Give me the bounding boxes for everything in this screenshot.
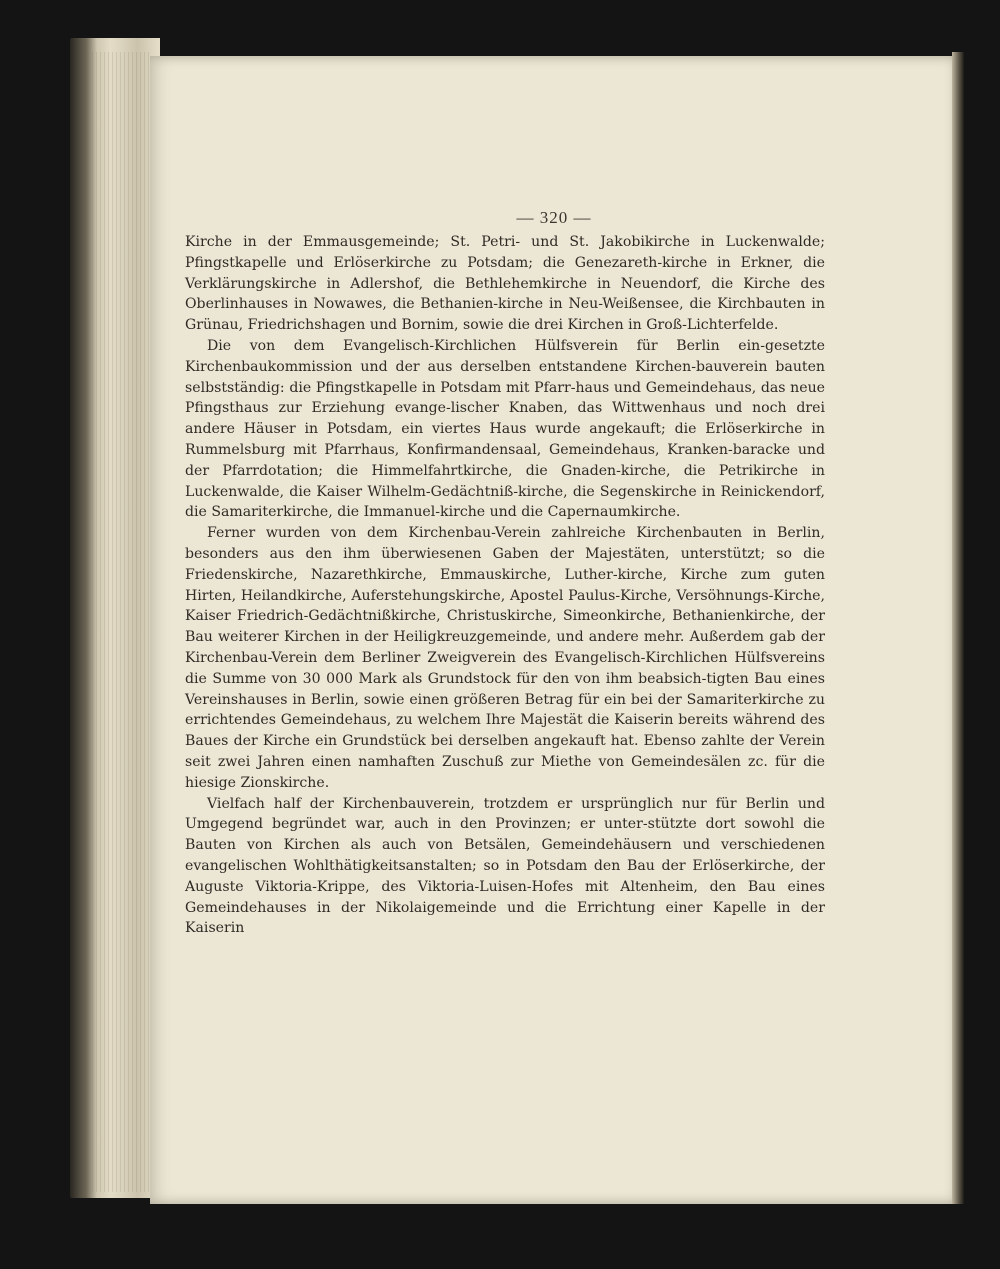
- page-number: — 320 —: [516, 208, 592, 227]
- paragraph: Vielfach half der Kirchenbauverein, trotzdem er ursprünglich nur für Berlin und Umgegend begründet war, auch in den Provinzen; er unter-stützte dort sowohl die Bauten von Kirchen als auch von Betsälen, Gemeindehäusern und verschiedenen evangelischen Wohlthätigkeitsanstalten; so in Potsdam den Bau der Erlöserkirche, der Auguste Viktoria-Krippe, des Viktoria-Luisen-Hofes mit Altenheim, den Bau eines Gemeindehauses in der Nikolaigemeinde und die Errichtung einer Kapelle in der Kaiserin: [185, 795, 825, 937]
- body-text: [185, 232, 825, 939]
- page-gutter-shadow: [952, 52, 964, 1204]
- paragraph: Die von dem Evangelisch-Kirchlichen Hülfsverein für Berlin ein-gesetzte Kirchenbaukommission und der aus derselben entstandene Kirchen-bauverein bauten selbstständig: die Pfingstkapelle in Potsdam mit Pfarr-haus und Gemeindehaus, das neue Pfingsthaus zur Erziehung evange-lischer Knaben, das Wittwenhaus und noch drei andere Häuser in Potsdam, ein viertes Haus wurde angekauft; die Erlöserkirche in Rummelsburg mit Pfarrhaus, Konfirmandensaal, Gemeindehaus, Kranken-baracke und der Pfarrdotation; die Himmelfahrtkirche, die Gnaden-kirche, die Petrikirche in Luckenwalde, die Kaiser Wilhelm-Gedächtniß-kirche, die Segenskirche in Reinickendorf, die Samariterkirche, die Immanuel-kirche und die Capernaumkirche.: [185, 337, 825, 521]
- paragraph: Ferner wurden von dem Kirchenbau-Verein zahlreiche Kirchenbauten in Berlin, besonders aus den ihm überwiesenen Gaben der Majestäten, unterstützt; so die Friedenskirche, Nazarethkirche, Emmauskirche, Luther-kirche, Kirche zum guten Hirten, Heilandkirche, Auferstehungskirche, Apostel Paulus-Kirche, Versöhnungs-Kirche, Kaiser Friedrich-Gedächtnißkirche, Christuskirche, Simeonkirche, Bethanienkirche, der Bau weiterer Kirchen in der Heiligkreuzgemeinde, und andere mehr. Außerdem gab der Kirchenbau-Verein dem Berliner Zweigverein des Evangelisch-Kirchlichen Hülfsvereins die Summe von 30 000 Mark als Grundstock für den von ihm beabsich-tigten Bau eines Vereinshauses in Berlin, sowie einen größeren Betrag für ein bei der Samariterkirche zu errichtendes Gemeindehaus, zu welchem Ihre Majestät die Kaiserin bereits während des Baues der Kirche ein Grundstück bei derselben angekauft hat. Ebenso zahlte der Verein seit zwei Jahren einen namhaften Zuschuß zur Miethe von Gemeindesälen zc. für die hiesige Zionskirche.: [185, 525, 825, 791]
- page-stack-lines: [92, 52, 152, 1192]
- paragraph: Kirche in der Emmausgemeinde; St. Petri- und St. Jakobikirche in Luckenwalde; Pfingstkapelle und Erlöserkirche zu Potsdam; die Genezareth-kirche in Erkner, die Verklärungskirche in Adlershof, die Bethlehemkirche in Neuendorf, die Kirche des Oberlinhauses in Nowawes, die Bethanien-kirche in Neu-Weißensee, die Kirchbauten in Grünau, Friedrichshagen und Bornim, sowie die drei Kirchen in Groß-Lichterfelde.: [185, 234, 825, 334]
